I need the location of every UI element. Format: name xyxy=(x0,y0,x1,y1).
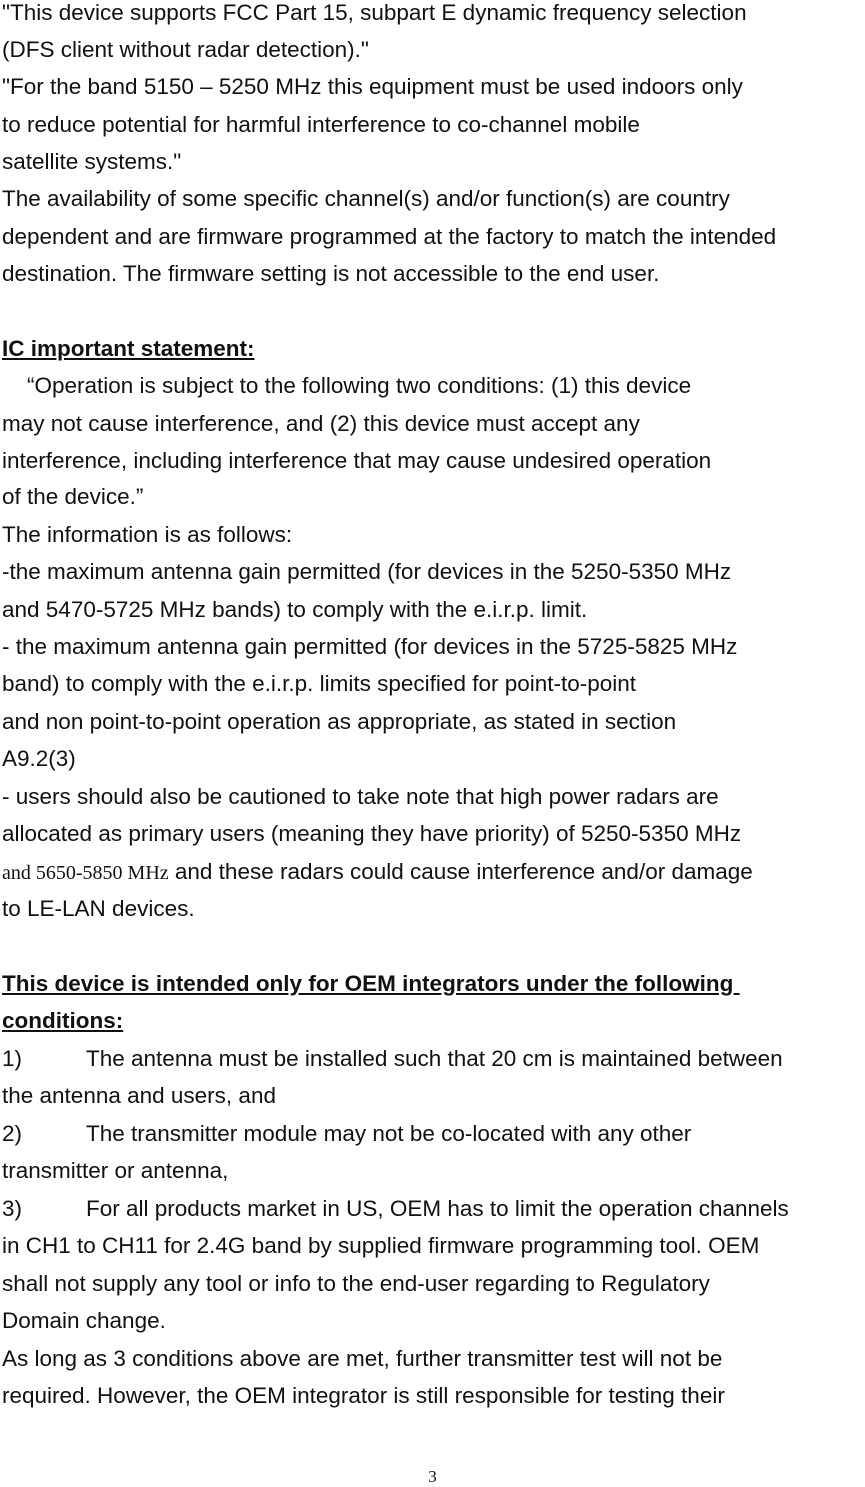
oem-item-2-continued: transmitter or antenna, xyxy=(2,1158,229,1183)
oem-item-2-text: The transmitter module may not be co-located with any other xyxy=(86,1121,692,1146)
oem-item-3-number: 3) xyxy=(2,1196,23,1221)
fcc-line-6: The availability of some specific channel(s) and/or function(s) are country xyxy=(2,186,730,211)
ic-line-1: “Operation is subject to the following two conditions: (1) this device xyxy=(2,373,692,398)
fcc-line-8: destination. The firmware setting is not accessible to the end user. xyxy=(2,261,660,286)
oem-item-1-text: The antenna must be installed such that 20 cm is maintained between xyxy=(86,1046,783,1071)
oem-item-1-continued: the antenna and users, and xyxy=(2,1083,276,1108)
oem-item-3-text: For all products market in US, OEM has to limit the operation channels xyxy=(86,1196,789,1221)
oem-closing-line-1: As long as 3 conditions above are met, further transmitter test will not be xyxy=(2,1346,723,1371)
oem-item-3-continued-3: Domain change. xyxy=(2,1308,166,1333)
ic-line-15: to LE-LAN devices. xyxy=(2,896,195,921)
oem-item-3 xyxy=(2,1196,789,1222)
ic-line-6: -the maximum antenna gain permitted (for devices in the 5250-5350 MHz xyxy=(2,559,732,584)
ic-line-7: and 5470-5725 MHz bands) to comply with the e.i.r.p. limit. xyxy=(2,597,588,622)
ic-line-2: may not cause interference, and (2) this device must accept any xyxy=(2,411,640,436)
fcc-line-4: to reduce potential for harmful interference to co-channel mobile xyxy=(2,112,640,137)
ic-line-13: allocated as primary users (meaning they have priority) of 5250-5350 MHz xyxy=(2,821,742,846)
fcc-line-7: dependent and are firmware programmed at the factory to match the intended xyxy=(2,224,777,249)
oem-item-1 xyxy=(2,1046,783,1072)
ic-heading: IC important statement: xyxy=(2,336,255,361)
ic-line-9: band) to comply with the e.i.r.p. limits specified for point-to-point xyxy=(2,671,637,696)
oem-heading-line-2: conditions: xyxy=(2,1008,124,1033)
ic-line-4: of the device.” xyxy=(2,484,144,509)
ic-line-3: interference, including interference that may cause undesired operation xyxy=(2,448,712,473)
fcc-line-2: (DFS client without radar detection)." xyxy=(2,37,369,62)
fcc-line-5: satellite systems." xyxy=(2,149,182,174)
ic-line-10: and non point-to-point operation as appropriate, as stated in section xyxy=(2,709,677,734)
oem-item-1-number: 1) xyxy=(2,1046,23,1071)
ic-line-14 xyxy=(2,859,753,886)
oem-item-2-number: 2) xyxy=(2,1121,23,1146)
oem-closing-line-2: required. However, the OEM integrator is still responsible for testing their xyxy=(2,1383,725,1408)
oem-item-3-continued-1: in CH1 to CH11 for 2.4G band by supplied firmware programming tool. OEM xyxy=(2,1233,760,1258)
ic-line-11: A9.2(3) xyxy=(2,746,76,771)
page-number: 3 xyxy=(428,1467,437,1486)
oem-item-3-continued-2: shall not supply any tool or info to the end-user regarding to Regulatory xyxy=(2,1271,710,1296)
fcc-line-3: "For the band 5150 – 5250 MHz this equipment must be used indoors only xyxy=(2,74,743,99)
ic-line-8: - the maximum antenna gain permitted (for devices in the 5725-5825 MHz xyxy=(2,634,738,659)
ic-line-14-rest: and these radars could cause interference and/or damage xyxy=(168,859,753,884)
fcc-line-1: "This device supports FCC Part 15, subpart E dynamic frequency selection xyxy=(2,0,747,25)
ic-line-5: The information is as follows: xyxy=(2,522,293,547)
ic-line-14-serif-part: and 5650-5850 MHz xyxy=(2,862,169,884)
ic-line-12: - users should also be cautioned to take note that high power radars are xyxy=(2,784,719,809)
oem-item-2 xyxy=(2,1121,691,1147)
oem-heading-line-1: This device is intended only for OEM integrators under the following xyxy=(2,971,740,996)
